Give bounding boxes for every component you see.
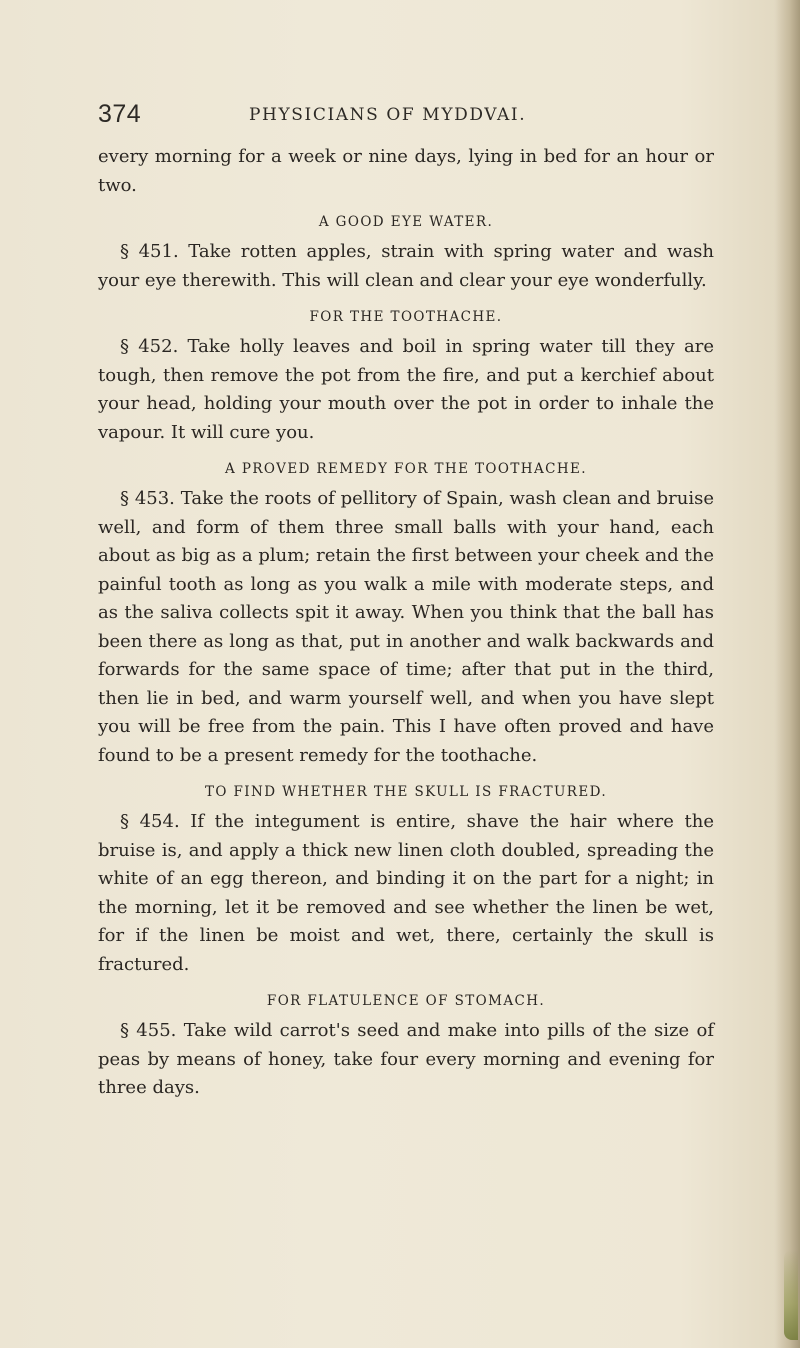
section-heading-flatulence: FOR FLATULENCE OF STOMACH. bbox=[266, 993, 546, 1009]
section-text: Take wild carrot's seed and make into pills of the size of peas by means of honey, take four every morning and evening for three days. bbox=[98, 1020, 714, 1098]
section-text: Take the roots of pellitory of Spain, wash clean and bruise well, and form of them three small balls with your hand, each about as big as a plum; retain the first between your cheek and the painful tooth as long as you walk a mile with moderate steps, and as the saliva collects spit it away. When you think that the ball has been there as long as that, put in another and walk backwards and forwards for the same space of time; after that put in the third, then lie in bed, and warm yourself well, and when you have slept you will be free from the pain. This I have often proved and have found to be a present remedy for the toothache. bbox=[98, 488, 714, 766]
section-455-paragraph bbox=[98, 1017, 714, 1103]
section-heading-eye-water: A GOOD EYE WATER. bbox=[318, 214, 494, 230]
section-number: § 455. bbox=[120, 1020, 177, 1041]
section-heading-proved-remedy: A PROVED REMEDY FOR THE TOOTHACHE. bbox=[225, 461, 587, 477]
section-number: § 453. bbox=[120, 488, 175, 509]
page-corner-stain bbox=[784, 1250, 798, 1340]
section-text: If the integument is entire, shave the hair where the bruise is, and apply a thick new linen cloth doubled, spreading the white of an egg thereon, and binding it on the part for a night; in the morning, let it be removed and see whether the linen be wet, for if the linen be moist and wet, there, certainly the skull is fractured. bbox=[98, 811, 714, 975]
continued-paragraph: every morning for a week or nine days, lying in bed for an hour or two. bbox=[98, 146, 714, 196]
section-text: Take holly leaves and boil in spring water till they are tough, then remove the pot from the fire, and put a kerchief about your head, holding your mouth over the pot in order to inhale the vapour. It will cure you. bbox=[98, 336, 714, 443]
section-heading-toothache: FOR THE TOOTHACHE. bbox=[309, 309, 503, 325]
section-heading-skull-fracture: TO FIND WHETHER THE SKULL IS FRACTURED. bbox=[204, 784, 608, 800]
section-number: § 452. bbox=[120, 336, 179, 357]
section-453-paragraph bbox=[98, 485, 714, 770]
section-text: Take rotten apples, strain with spring water and wash your eye therewith. This will clean and clear your eye wonderfully. bbox=[98, 241, 714, 291]
section-452-paragraph bbox=[98, 333, 714, 447]
running-head: PHYSICIANS OF MYDDVAI. bbox=[249, 105, 527, 125]
page-header bbox=[98, 100, 698, 140]
section-number: § 451. bbox=[120, 241, 179, 262]
section-451-paragraph bbox=[98, 238, 714, 295]
page-body bbox=[98, 143, 714, 1103]
section-number: § 454. bbox=[120, 811, 180, 832]
section-454-paragraph bbox=[98, 808, 714, 979]
page-number: 374 bbox=[98, 100, 142, 128]
page-edge-shadow bbox=[774, 0, 800, 1348]
